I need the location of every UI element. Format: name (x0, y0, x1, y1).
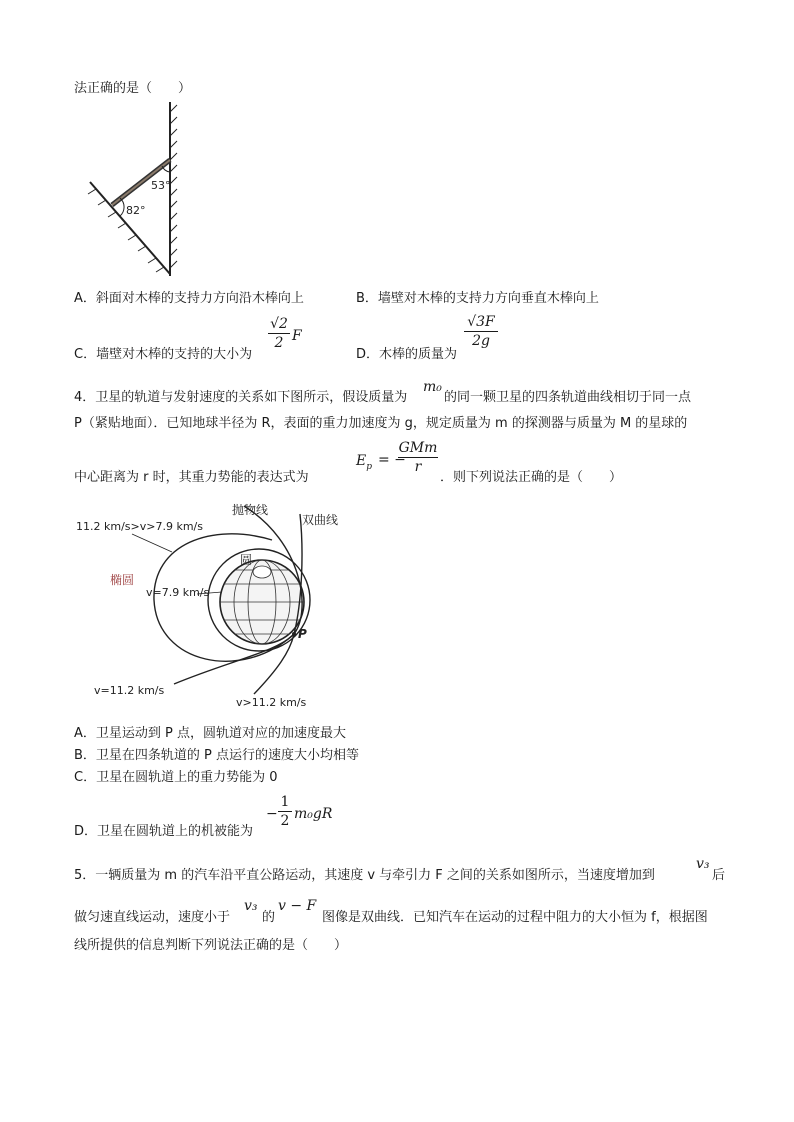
label-ellipse: 椭圆 (110, 573, 135, 587)
label-v-range: 11.2 km/s>v>7.9 km/s (76, 520, 203, 533)
wall-hatching (170, 105, 177, 268)
q4-option-d-text: D．卫星在圆轨道上的机被能为 (74, 824, 254, 839)
q5-line2-c: 图像是双曲线．已知汽车在运动的过程中阻力的大小恒为 f，根据图 (322, 910, 708, 925)
q4-option-d-neg: − (266, 806, 278, 822)
q4-ep-lhs: $E_p$ (356, 453, 372, 472)
q3-figure (84, 100, 184, 278)
q4-option-d-tail: m₀gR (294, 806, 333, 822)
q4-ep-denominator: r (414, 459, 422, 475)
q5-line2-v3: v₃ (244, 898, 258, 914)
q3-option-c-numerator: √2 (270, 316, 288, 332)
q3-stem-tail: 法正确的是（ ） (74, 81, 192, 96)
q3-option-d-text: D．木棒的质量为 (356, 347, 458, 362)
q3-option-d-numerator: √3F (467, 314, 495, 330)
incline-line (90, 182, 170, 274)
angle-bottom-label: 82° (126, 204, 146, 217)
q5-line2-vf: v − F (278, 898, 317, 914)
q4-orbit-figure (72, 492, 372, 714)
label-p: P (298, 627, 307, 641)
q5-line1-a: 5．一辆质量为 m 的汽车沿平直公路运动，其速度 v 与牵引力 F 之间的关系如图所示，当速度增加到 (74, 868, 655, 883)
incline-hatching (88, 189, 164, 272)
q4-line1-a: 4．卫星的轨道与发射速度的关系如下图所示，假设质量为 (74, 390, 408, 405)
q5-line2-b: 的 (262, 910, 276, 925)
label-v-hyperbola: v>11.2 km/s (236, 696, 307, 709)
q4-option-b: B．卫星在四条轨道的 P 点运行的速度大小均相等 (74, 748, 360, 763)
q4-line1-b: 的同一颗卫星的四条轨道曲线相切于同一点 (444, 390, 692, 405)
q3-option-c-fraction (268, 316, 290, 351)
label-parabola: 抛物线 (232, 503, 269, 517)
q5-line1-v3: v₃ (696, 856, 710, 872)
label-v-circle: v=7.9 km/s (146, 586, 210, 599)
angle-top-label: 53° (151, 179, 171, 192)
label-hyperbola: 双曲线 (302, 513, 339, 527)
q4-option-c: C．卫星在圆轨道上的重力势能为 0 (74, 770, 278, 785)
q4-option-d-denominator: 2 (280, 813, 290, 829)
q5-line1-b: 后 (712, 868, 726, 883)
earth-globe (220, 560, 304, 644)
q3-option-d-fraction (464, 314, 498, 349)
point-p (292, 632, 296, 636)
q4-line2: P（紧贴地面）．已知地球半径为 R，表面的重力加速度为 g，规定质量为 m 的探测器与质量为 M 的星球的 (74, 416, 688, 431)
q4-line1-m0: m₀ (423, 379, 442, 395)
q3-option-b: B．墙壁对木棒的支持力方向垂直木棒向上 (356, 291, 599, 306)
q4-ep-numerator: GMm (398, 440, 438, 456)
q4-line3-b: ．则下列说法正确的是（ ） (440, 470, 623, 485)
q3-option-c-variable: F (292, 328, 302, 344)
q3-option-c-denominator: 2 (274, 335, 284, 351)
q3-option-d-denominator: 2g (472, 333, 490, 349)
label-circle: 圆 (240, 553, 253, 567)
q4-option-d-fraction (278, 794, 292, 829)
q5-line2-a: 做匀速直线运动，速度小于 (74, 910, 231, 925)
q4-ep-fraction (398, 440, 438, 475)
q4-line3-a: 中心距离为 r 时，其重力势能的表达式为 (74, 470, 309, 485)
q3-option-a: A．斜面对木棒的支持力方向沿木棒向上 (74, 291, 304, 306)
q4-option-d-numerator: 1 (280, 794, 290, 810)
q5-line3: 线所提供的信息判断下列说法正确的是（ ） (74, 938, 348, 953)
label-v-parabola: v=11.2 km/s (94, 684, 165, 697)
q4-ep-eq: = − (378, 452, 406, 468)
q4-option-a: A．卫星运动到 P 点，圆轨道对应的加速度最大 (74, 726, 346, 741)
q3-option-c-text: C．墙壁对木棒的支持的大小为 (74, 347, 253, 362)
